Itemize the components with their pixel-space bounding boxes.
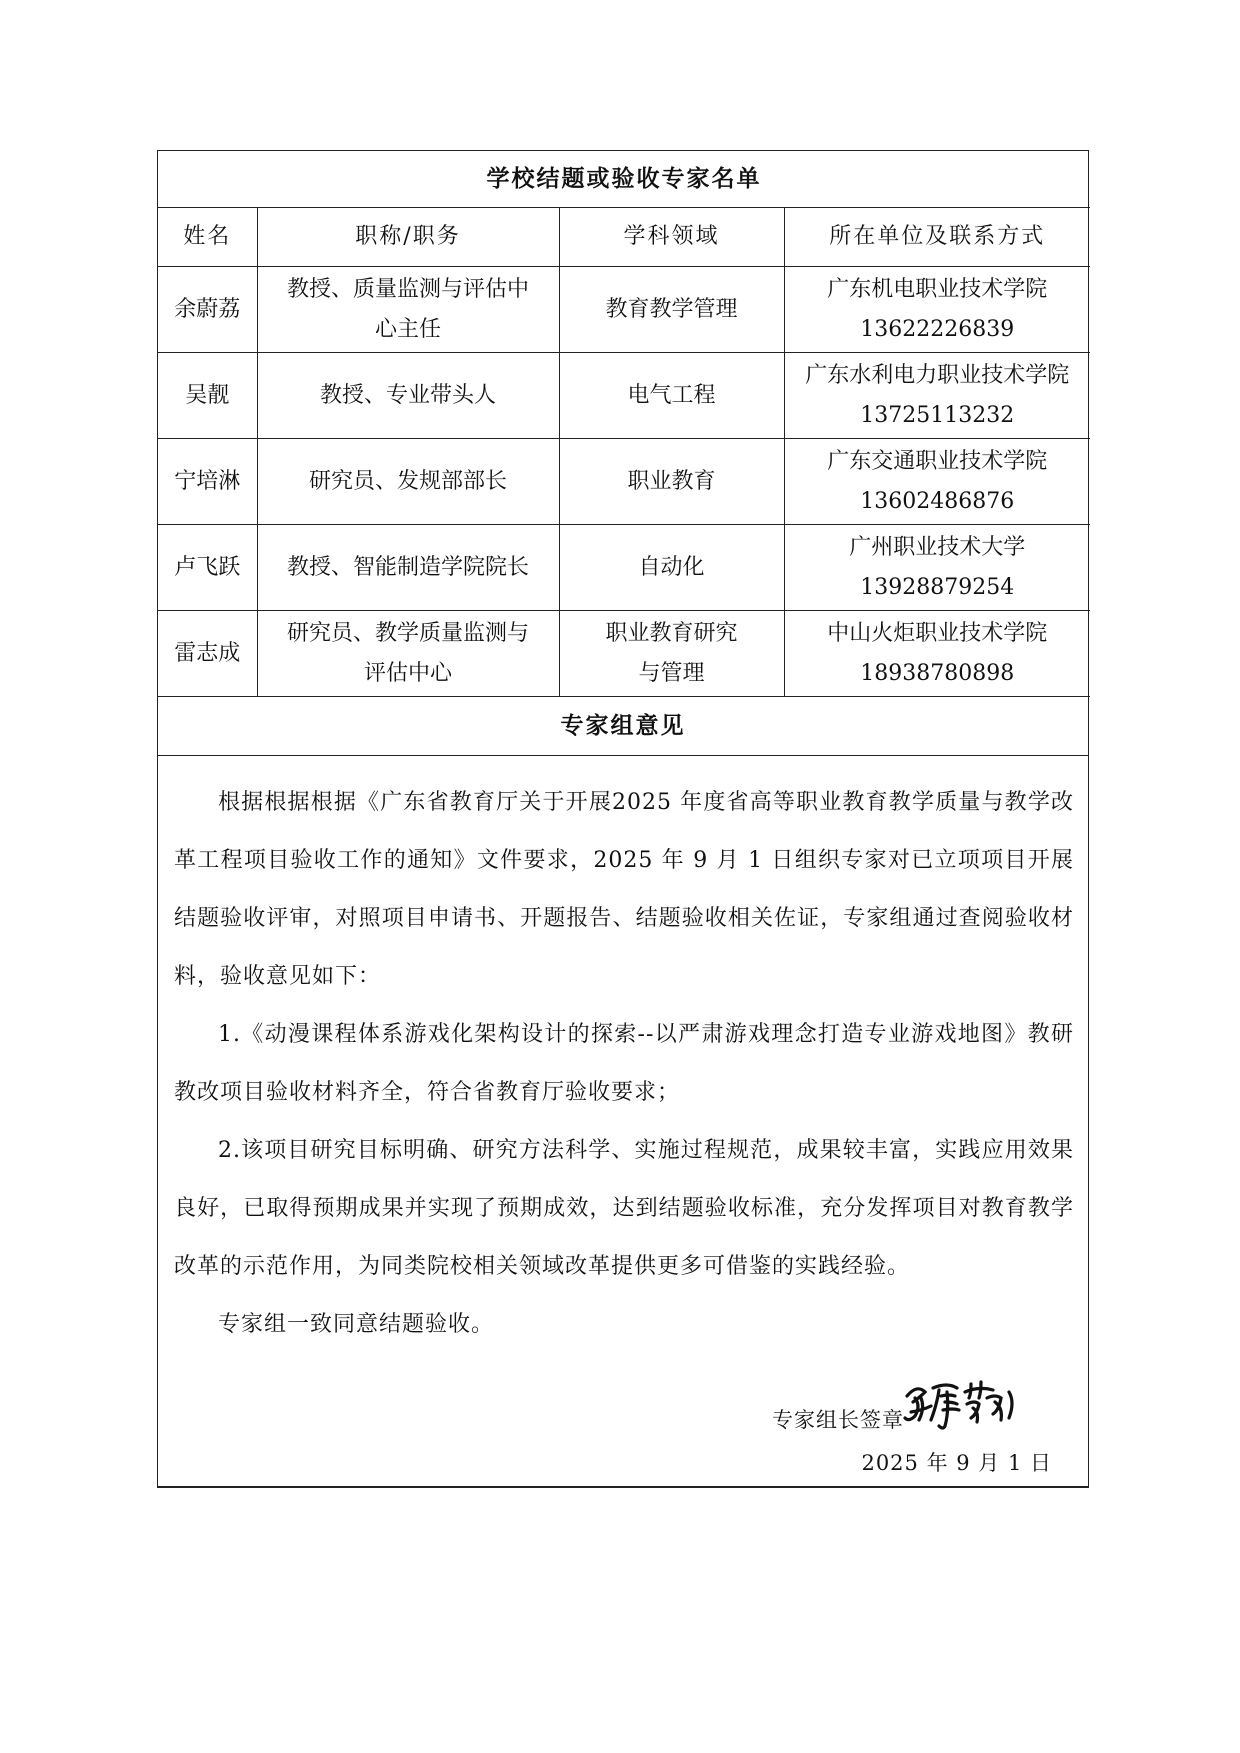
expert-field — [559, 267, 784, 353]
expert-name — [158, 353, 257, 439]
handwritten-signature — [899, 1378, 1014, 1440]
expert-unit-line: 广东机电职业技术学院 — [827, 276, 1048, 302]
expert-row — [158, 267, 1090, 353]
expert-title — [257, 267, 559, 353]
expert-title — [257, 611, 559, 697]
expert-name-line: 吴靓 — [185, 382, 230, 408]
header-name: 姓名 — [158, 208, 257, 267]
expert-unit — [784, 611, 1090, 697]
expert-title-line: 评估中心 — [363, 660, 452, 686]
expert-field-line: 自动化 — [638, 554, 705, 580]
expert-name-line: 雷志成 — [174, 640, 241, 666]
expert-unit-line: 13622226839 — [860, 316, 1015, 342]
expert-title — [257, 439, 559, 525]
opinion-body — [158, 756, 1088, 1487]
expert-unit — [784, 525, 1090, 611]
expert-field-line: 职业教育 — [627, 468, 716, 494]
expert-unit — [784, 353, 1090, 439]
opinion-paragraph: 1.《动漫课程体系游戏化架构设计的探索--以严肃游戏理念打造专业游戏地图》教研教改项目验收材料齐全，符合省教育厅验收要求； — [174, 1022, 1074, 1105]
expert-unit-line: 18938780898 — [860, 660, 1015, 686]
expert-unit-line: 13725113232 — [860, 402, 1015, 428]
expert-unit-line: 广东水利电力职业技术学院 — [805, 362, 1070, 388]
expert-title-line: 教授、质量监测与评估中 — [286, 276, 529, 302]
expert-title — [257, 353, 559, 439]
opinion-paragraph: 2.该项目研究目标明确、研究方法科学、实施过程规范，成果较丰富，实践应用效果良好，已取得预期成果并实现了预期成效，达到结题验收标准，充分发挥项目对教育教学改革的示范作用，为同类院校相关领域改革提供更多可借鉴的实践经验。 — [174, 1138, 1074, 1279]
expert-table — [158, 151, 1090, 697]
opinion-title: 专家组意见 — [158, 697, 1088, 756]
expert-field-line: 与管理 — [638, 660, 705, 686]
expert-unit-line: 中山火炬职业技术学院 — [827, 620, 1048, 646]
sign-date: 2025 年 9 月 1 日 — [861, 1451, 1052, 1475]
opinion-paragraphs — [174, 774, 1074, 1354]
expert-row — [158, 353, 1090, 439]
signature-area — [174, 1378, 1074, 1448]
expert-review-form — [157, 150, 1089, 1488]
expert-unit — [784, 267, 1090, 353]
expert-name — [158, 439, 257, 525]
header-unit: 所在单位及联系方式 — [784, 208, 1090, 267]
expert-row — [158, 611, 1090, 697]
header-title: 职称/职务 — [257, 208, 559, 267]
expert-unit-line: 广东交通职业技术学院 — [827, 448, 1048, 474]
expert-title-line: 教授、专业带头人 — [319, 382, 496, 408]
expert-row — [158, 525, 1090, 611]
expert-name-line: 宁培淋 — [174, 468, 241, 494]
expert-field-line: 教育教学管理 — [605, 296, 738, 322]
expert-name-line: 卢飞跃 — [174, 554, 241, 580]
expert-title-line: 心主任 — [374, 316, 441, 342]
expert-field-line: 电气工程 — [627, 382, 716, 408]
form-title: 学校结题或验收专家名单 — [158, 151, 1090, 208]
expert-title — [257, 525, 559, 611]
expert-field — [559, 439, 784, 525]
expert-unit — [784, 439, 1090, 525]
sign-label: 专家组长签章 — [772, 1408, 904, 1432]
expert-unit-line: 广州职业技术大学 — [849, 534, 1026, 560]
expert-field-line: 职业教育研究 — [605, 620, 738, 646]
expert-title-line: 研究员、发规部部长 — [308, 468, 507, 494]
expert-name — [158, 525, 257, 611]
expert-name — [158, 611, 257, 697]
expert-unit-line: 13928879254 — [860, 574, 1015, 600]
opinion-paragraph: 根据根据根据《广东省教育厅关于开展2025 年度省高等职业教育教学质量与教学改革工程项目验收工作的通知》文件要求，2025 年 9 月 1 日组织专家对已立项项目开展结题验收评审，对照项目申请书、开题报告、结题验收相关佐证，专家组通过查阅验收材料，验收意见如下： — [174, 790, 1074, 989]
expert-row — [158, 439, 1090, 525]
expert-unit-line: 13602486876 — [860, 488, 1015, 514]
expert-field — [559, 525, 784, 611]
expert-field — [559, 353, 784, 439]
header-field: 学科领域 — [559, 208, 784, 267]
expert-title-line: 教授、智能制造学院院长 — [286, 554, 529, 580]
expert-title-line: 研究员、教学质量监测与 — [286, 620, 529, 646]
expert-name — [158, 267, 257, 353]
expert-field — [559, 611, 784, 697]
expert-name-line: 余蔚荔 — [174, 296, 241, 322]
opinion-paragraph: 专家组一致同意结题验收。 — [218, 1312, 495, 1337]
